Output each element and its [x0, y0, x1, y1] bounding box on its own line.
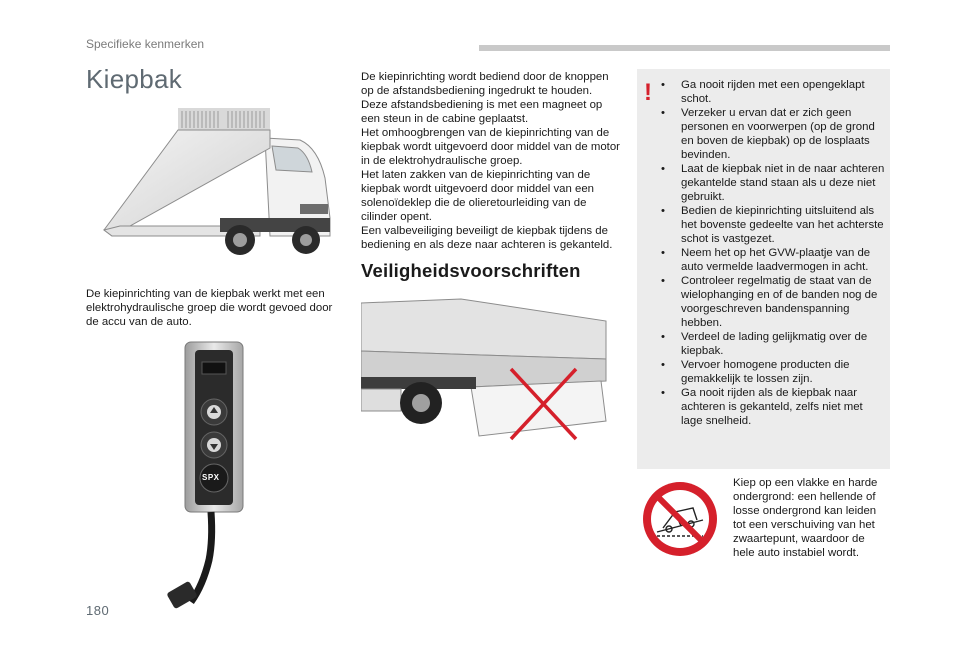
list-item-text: Ga nooit rijden met een opengeklapt schot.	[681, 79, 865, 105]
list-item	[651, 386, 887, 428]
bullet: •	[661, 247, 665, 259]
list-item-text: Bedien de kiepinrichting uitsluitend als het bovenste gedeelte van het achterste schot is vastgezet.	[681, 205, 884, 245]
list-item	[651, 274, 887, 330]
safety-rules-list	[651, 78, 887, 428]
intro-paragraph: De kiepinrichting van de kiepbak werkt met een elektrohydraulische groep die wordt gevoed door de accu van de auto.	[86, 288, 333, 328]
bullet: •	[661, 359, 665, 371]
bullet: •	[661, 387, 665, 399]
list-item	[651, 330, 887, 358]
section-divider	[479, 45, 890, 51]
bullet: •	[661, 163, 665, 175]
bullet: •	[661, 205, 665, 217]
bullet: •	[661, 331, 665, 343]
paragraph: Het omhoogbrengen van de kiepinrichting van de kiepbak wordt uitgevoerd door middel van de motor in de elektrohydraulische groep.	[361, 127, 620, 167]
forbidden-tipping-image	[361, 291, 616, 451]
list-item-text: Verdeel de lading gelijkmatig over de kiepbak.	[681, 331, 868, 357]
bullet: •	[661, 275, 665, 287]
page-number: 180	[86, 603, 110, 618]
list-item-text: Neem het op het GVW-plaatje van de auto vermelde laadvermogen in acht.	[681, 247, 871, 273]
level-ground-note: Kiep op een vlakke en harde ondergrond: een hellende of losse ondergrond kan leiden tot een verschuiving van het zwaartepunt, waardoor de hele auto instabiel wordt.	[733, 477, 878, 559]
list-item-text: Verzeker u ervan dat er zich geen personen en voorwerpen (op de grond en boven de kiepbak) op de losplaats bevinden.	[681, 107, 875, 161]
warning-icon: !	[644, 79, 652, 106]
section-label: Specifieke kenmerken	[86, 37, 205, 51]
list-item	[651, 204, 887, 246]
no-slope-tipping-icon	[641, 480, 719, 558]
list-item	[651, 162, 887, 204]
bullet: •	[661, 79, 665, 91]
list-item-text: Controleer regelmatig de staat van de wielophanging en of de banden nog de voorgeschreven bandenspanning hebben.	[681, 275, 878, 329]
remote-brand-label: SPX	[202, 473, 220, 482]
safety-warning-box	[637, 69, 890, 469]
list-item-text: Vervoer homogene producten die gemakkelijk te lossen zijn.	[681, 359, 850, 385]
bullet: •	[661, 107, 665, 119]
list-item	[651, 78, 887, 106]
safety-heading: Veiligheidsvoorschriften	[361, 260, 581, 281]
list-item	[651, 358, 887, 386]
paragraph: De kiepinrichting wordt bediend door de knoppen op de afstandsbediening ingedrukt te houden. Deze afstandsbediening is met een magneet op een steun in de cabine geplaatst.	[361, 71, 609, 125]
remote-control-image	[155, 340, 285, 615]
operation-description	[361, 70, 621, 252]
list-item-text: Ga nooit rijden als de kiepbak naar achteren is gekanteld, zelfs niet met lage snelheid.	[681, 387, 863, 427]
list-item	[651, 106, 887, 162]
tipper-truck-image	[100, 108, 337, 268]
list-item-text: Laat de kiepbak niet in de naar achteren gekantelde stand staan als u deze niet gebruikt.	[681, 163, 885, 203]
page-title: Kiepbak	[86, 64, 183, 94]
paragraph: Een valbeveiliging beveiligt de kiepbak tijdens de bediening en als deze naar achteren is gekanteld.	[361, 225, 613, 251]
list-item	[651, 246, 887, 274]
paragraph: Het laten zakken van de kiepinrichting van de kiepbak wordt uitgevoerd door middel van een solenoïdeklep die de olieretourleiding van de cilinder opent.	[361, 169, 595, 223]
